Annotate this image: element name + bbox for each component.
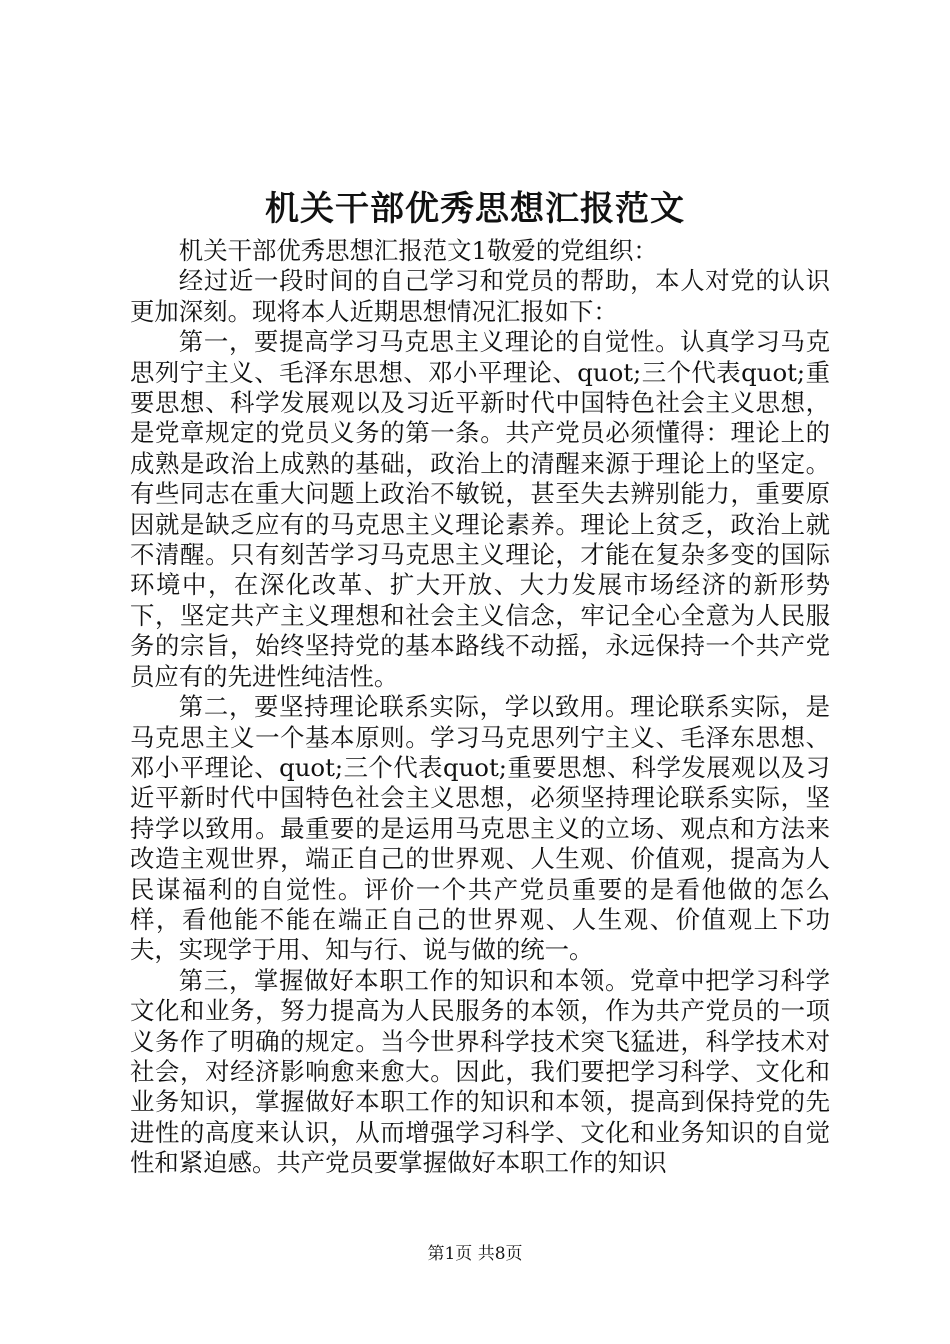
point-one-paragraph: 第一，要提高学习马克思主义理论的自觉性。认真学习马克思列宁主义、毛泽东思想、邓小平理论、quot;三个代表quot;重要思想、科学发展观以及习近平新时代中国特色社会主义思想，是党章规定的党员义务的第一条。共产党员必须懂得：理论上的成熟是政治上成熟的基础，政治上的清醒来源于理论上的坚定。有些同志在重大问题上政治不敏锐，甚至失去辨别能力，重要原因就是缺乏应有的马克思主义理论素养。理论上贫乏，政治上就不清醒。只有刻苦学习马克思主义理论，才能在复杂多变的国际环境中，在深化改革、扩大开放、大力发展市场经济的新形势下，坚定共产主义理想和社会主义信念，牢记全心全意为人民服务的宗旨，始终坚持党的基本路线不动摇，永远保持一个共产党员应有的先进性纯洁性。 bbox=[130, 327, 830, 691]
document-title: 机关干部优秀思想汇报范文 bbox=[265, 189, 685, 229]
point-three-paragraph: 第三，掌握做好本职工作的知识和本领。党章中把学习科学文化和业务，努力提高为人民服务的本领，作为共产党员的一项义务作了明确的规定。当今世界科学技术突飞猛进，科学技术对社会，对经济影响愈来愈大。因此，我们要把学习科学、文化和业务知识，掌握做好本职工作的知识和本领，提高到保持党的先进性的高度来认识，从而增强学习科学、文化和业务知识的自觉性和紧迫感。共产党员要掌握做好本职工作的知识 bbox=[130, 965, 830, 1178]
point-two-paragraph: 第二，要坚持理论联系实际，学以致用。理论联系实际，是马克思主义一个基本原则。学习马克思列宁主义、毛泽东思想、邓小平理论、quot;三个代表quot;重要思想、科学发展观以及习近平新时代中国特色社会主义思想，必须坚持理论联系实际，坚持学以致用。最重要的是运用马克思主义的立场、观点和方法来改造主观世界，端正自己的世界观、人生观、价值观，提高为人民谋福利的自觉性。评价一个共产党员重要的是看他做的怎么样，看他能不能在端正自己的世界观、人生观、价值观上下功夫，实现学于用、知与行、说与做的统一。 bbox=[130, 692, 830, 965]
salutation-paragraph: 机关干部优秀思想汇报范文1敬爱的党组织： bbox=[178, 236, 658, 265]
intro-paragraph: 经过近一段时间的自己学习和党员的帮助，本人对党的认识更加深刻。现将本人近期思想情况汇报如下： bbox=[130, 266, 830, 326]
document-body bbox=[130, 236, 830, 1179]
page-footer: 第1页 共8页 bbox=[427, 1244, 523, 1264]
